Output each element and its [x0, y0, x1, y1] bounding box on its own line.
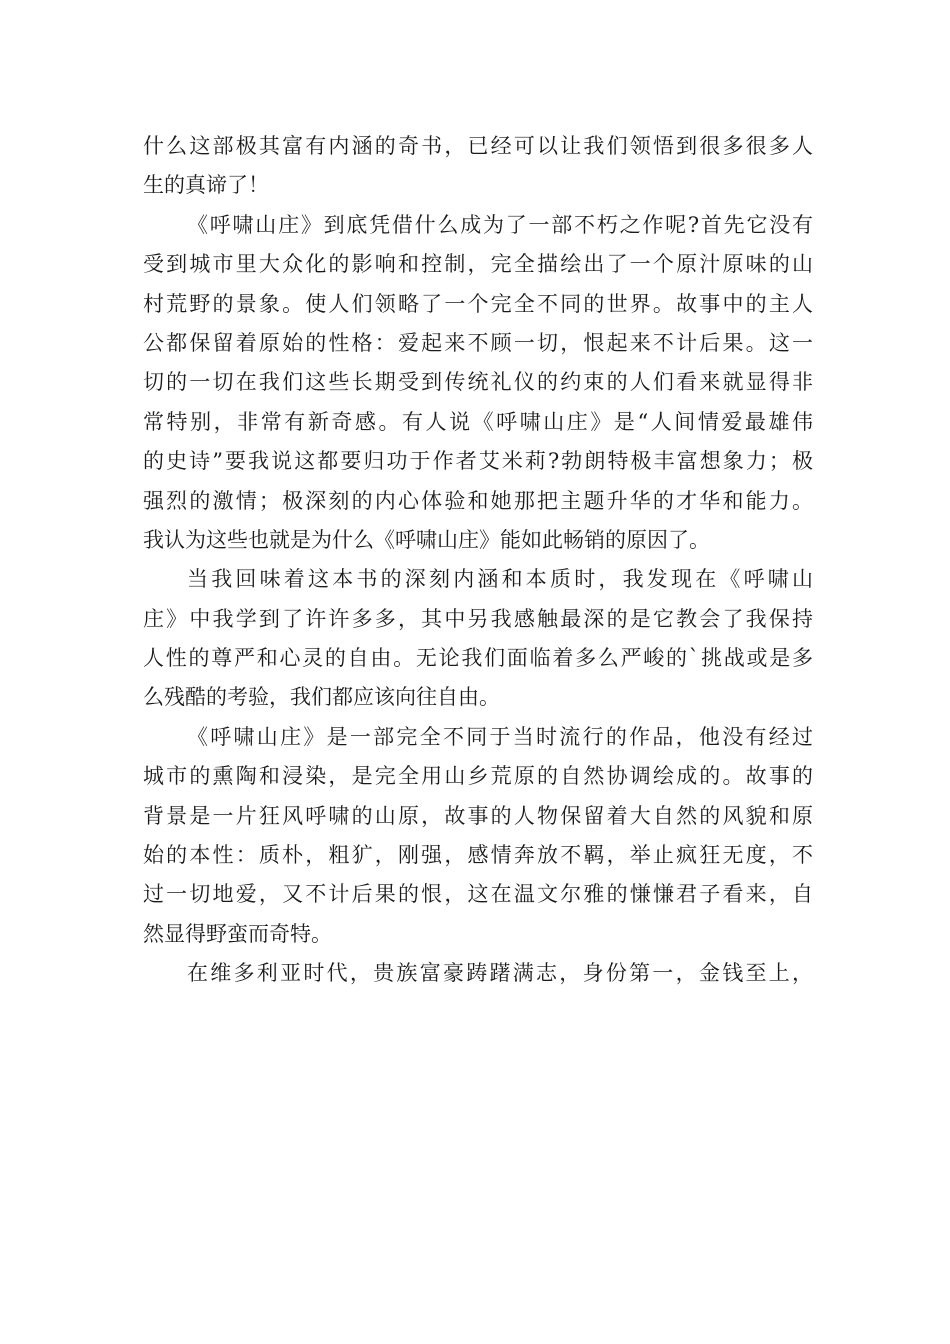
text-line: 强烈的激情；极深刻的内心体验和她那把主题升华的才华和能力。	[143, 488, 813, 513]
text-line: 过一切地爱，又不计后果的恨，这在温文尔雅的慊慊君子看来，自	[143, 882, 813, 907]
text-line: 《呼啸山庄》到底凭借什么成为了一部不朽之作呢?首先它没有	[187, 212, 813, 237]
text-line: 的史诗”要我说这都要归功于作者艾米莉?勃朗特极丰富想象力；极	[143, 449, 813, 474]
text-line: 么残酷的考验，我们都应该向往自由。	[143, 685, 500, 710]
text-line: 我认为这些也就是为什么《呼啸山庄》能如此畅销的原因了。	[143, 527, 710, 552]
text-line: 庄》中我学到了许许多多，其中另我感触最深的是它教会了我保持	[143, 606, 813, 631]
text-line: 始的本性：质朴，粗犷，刚强，感情奔放不羁，举止疯狂无度，不	[143, 843, 813, 868]
text-line: 常特别，非常有新奇感。有人说《呼啸山庄》是“人间情爱最雄伟	[143, 409, 813, 434]
text-line: 背景是一片狂风呼啸的山原，故事的人物保留着大自然的风貌和原	[143, 803, 813, 828]
text-line: 生的真谛了！	[143, 173, 269, 198]
text-line: 村荒野的景象。使人们领略了一个完全不同的世界。故事中的主人	[143, 291, 813, 316]
text-line: 受到城市里大众化的影响和控制，完全描绘出了一个原汁原味的山	[143, 252, 813, 277]
text-line: 什么这部极其富有内涵的奇书，已经可以让我们领悟到很多很多人	[143, 134, 813, 158]
text-line: 然显得野蛮而奇特。	[143, 921, 332, 946]
text-line: 《呼啸山庄》是一部完全不同于当时流行的作品，他没有经过	[187, 724, 813, 749]
body-text	[143, 127, 813, 994]
text-line: 公都保留着原始的性格：爱起来不顾一切，恨起来不计后果。这一	[143, 330, 813, 355]
text-line: 当我回味着这本书的深刻内涵和本质时，我发现在《呼啸山	[187, 567, 813, 592]
text-line: 切的一切在我们这些长期受到传统礼仪的约束的人们看来就显得非	[143, 370, 813, 395]
text-line: 人性的尊严和心灵的自由。无论我们面临着多么严峻的`挑战或是多	[143, 646, 813, 671]
text-line: 城市的熏陶和浸染，是完全用山乡荒原的自然协调绘成的。故事的	[143, 764, 813, 789]
text-line: 在维多利亚时代，贵族富豪踌躇满志，身份第一，金钱至上，	[187, 961, 813, 986]
